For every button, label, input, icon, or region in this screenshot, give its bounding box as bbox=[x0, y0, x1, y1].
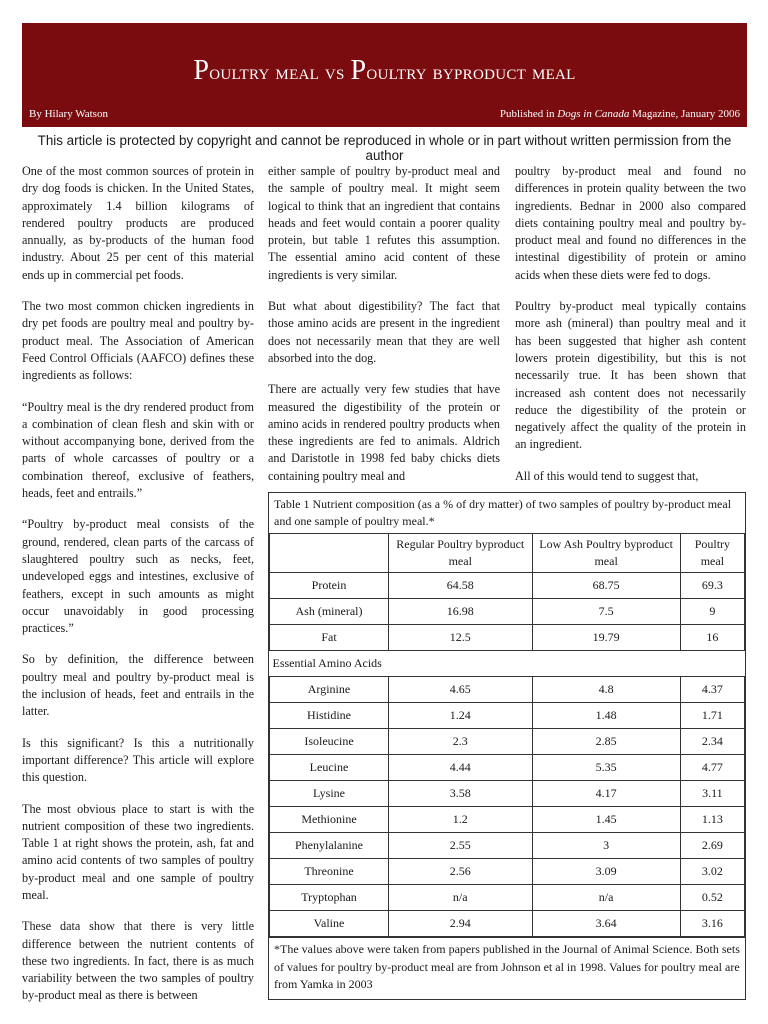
table-cell: 1.13 bbox=[680, 807, 744, 833]
table-row bbox=[270, 703, 745, 729]
table-cell: 3.02 bbox=[680, 859, 744, 885]
table-row bbox=[270, 573, 745, 599]
header-blank-cell bbox=[270, 534, 389, 573]
section-row bbox=[270, 651, 745, 677]
table-cell: n/a bbox=[389, 885, 533, 911]
paragraph: either sample of poultry by-product meal and the sample of poultry meal. It might seem logical to think that an ingredient that contains heads and feet would contain a poorer quality protein, but table 1 refutes this assumption. The essential amino acid content of these ingredients is very similar. bbox=[268, 164, 500, 282]
row-label: Fat bbox=[270, 625, 389, 651]
header-cell: Low Ash Poultry byproduct meal bbox=[532, 534, 680, 573]
table-cell: 1.71 bbox=[680, 703, 744, 729]
table-footnote: *The values above were taken from papers published in the Journal of Animal Science. Both sets of values for poultry by-product meal are from Johnson et al in 1998. Values for poultry meal are from Yamka in 2003 bbox=[269, 937, 745, 997]
table-cell: 2.94 bbox=[389, 911, 533, 937]
table-cell: 5.35 bbox=[532, 755, 680, 781]
table-cell: 1.2 bbox=[389, 807, 533, 833]
paragraph: These data show that there is very little difference between the nutrient contents of these two ingredients. In fact, there is as much variability between the two samples of poultry by-product meal as there is between bbox=[22, 919, 254, 1003]
title-part-1: oultry meal vs bbox=[209, 59, 351, 84]
section-label: Essential Amino Acids bbox=[270, 651, 745, 677]
table-cell: 4.8 bbox=[532, 677, 680, 703]
table-cell: 3 bbox=[532, 833, 680, 859]
table-cell: 3.16 bbox=[680, 911, 744, 937]
table-cell: 4.65 bbox=[389, 677, 533, 703]
row-label: Tryptophan bbox=[270, 885, 389, 911]
table-cell: 2.34 bbox=[680, 729, 744, 755]
table-cell: 3.58 bbox=[389, 781, 533, 807]
row-label: Protein bbox=[270, 573, 389, 599]
paragraph: All of this would tend to suggest that, bbox=[515, 468, 699, 483]
table-cell: 19.79 bbox=[532, 625, 680, 651]
title-initial-2: P bbox=[350, 55, 367, 86]
row-label: Valine bbox=[270, 911, 389, 937]
table-cell: 4.77 bbox=[680, 755, 744, 781]
table-cell: 3.09 bbox=[532, 859, 680, 885]
table-row bbox=[270, 625, 745, 651]
row-label: Arginine bbox=[270, 677, 389, 703]
paragraph: Poultry by-product meal typically contains more ash (mineral) than poultry meal and it has been suggested that higher ash content lowers protein digestibility, but this is not necessarily true. It has been shown that increased ash content does not necessarily reduce the digestibility of the protein or negatively affect the quality of the protein in an ingredient. bbox=[515, 299, 746, 452]
table-cell: 3.64 bbox=[532, 911, 680, 937]
header-cell: Poultry meal bbox=[680, 534, 744, 573]
paragraph: “Poultry by-product meal consists of the ground, rendered, clean parts of the carcass of slaughtered poultry such as necks, feet, undeveloped eggs and intestines, exclusive of feathers, except in such amounts as might occur unavoidably in good processing practices.” bbox=[22, 517, 254, 636]
table-row bbox=[270, 677, 745, 703]
table-cell: 69.3 bbox=[680, 573, 744, 599]
header-cell: Regular Poultry byproduct meal bbox=[389, 534, 533, 573]
table-row bbox=[270, 781, 745, 807]
column-3 bbox=[515, 163, 746, 499]
table-header-row bbox=[270, 534, 745, 573]
table-cell: 0.52 bbox=[680, 885, 744, 911]
table-cell: 3.11 bbox=[680, 781, 744, 807]
table-row bbox=[270, 807, 745, 833]
article-title bbox=[22, 55, 747, 87]
table-row bbox=[270, 833, 745, 859]
paragraph: The most obvious place to start is with the nutrient composition of these two ingredients. Table 1 at right shows the protein, ash, fat and amino acid contents of two samples of poultry by-product meal and one sample of poultry meal. bbox=[22, 801, 254, 902]
title-banner bbox=[22, 23, 747, 127]
table-cell: 64.58 bbox=[389, 573, 533, 599]
paragraph: One of the most common sources of protein in dry dog foods is chicken. In the United States, approximately 1.4 billion kilograms of rendered poultry products are produced annually, as by-products of the human food industry. About 25 per cent of this material ends up in commercial pet foods. bbox=[22, 164, 254, 282]
row-label: Threonine bbox=[270, 859, 389, 885]
paragraph: “Poultry meal is the dry rendered product from a combination of clean flesh and skin with or without accompanying bone, derived from the parts of whole carcasses of poultry or a combination thereof, exclusive of feathers, heads, feet and entrails.” bbox=[22, 399, 254, 501]
title-initial-1: P bbox=[193, 55, 210, 86]
paragraph: poultry by-product meal and found no differences in protein quality between the two ingredients. Bednar in 2000 also compared diets containing poultry meal and poultry by-product meal and found no differences in the intestinal digestibility of protein or amino acids when these diets were fed to dogs. bbox=[515, 164, 746, 282]
published-date: Magazine, January 2006 bbox=[629, 108, 740, 120]
table-row bbox=[270, 885, 745, 911]
table-cell: 12.5 bbox=[389, 625, 533, 651]
table-cell: 16 bbox=[680, 625, 744, 651]
table-cell: 2.69 bbox=[680, 833, 744, 859]
table-cell: 2.55 bbox=[389, 833, 533, 859]
row-label: Methionine bbox=[270, 807, 389, 833]
row-label: Histidine bbox=[270, 703, 389, 729]
nutrient-table-box bbox=[268, 492, 746, 1000]
table-cell: 1.24 bbox=[389, 703, 533, 729]
table-row bbox=[270, 599, 745, 625]
table-cell: 7.5 bbox=[532, 599, 680, 625]
row-label: Isoleucine bbox=[270, 729, 389, 755]
table-row bbox=[270, 859, 745, 885]
table-cell: 68.75 bbox=[532, 573, 680, 599]
paragraph: But what about digestibility? The fact that those amino acids are present in the ingredient does not necessarily mean that they are well absorbed into the dog. bbox=[268, 299, 500, 365]
paragraph: There are actually very few studies that have measured the digestibility of the protein or amino acids in rendered poultry products when these ingredients are fed to animals. Aldrich and Daristotle in 1998 fed baby chicks diets containing poultry meal and bbox=[268, 382, 500, 483]
table-cell: n/a bbox=[532, 885, 680, 911]
column-2 bbox=[268, 163, 500, 499]
publication-info bbox=[500, 108, 740, 120]
table-cell: 2.3 bbox=[389, 729, 533, 755]
magazine-name: Dogs in Canada bbox=[557, 108, 630, 120]
table-cell: 1.48 bbox=[532, 703, 680, 729]
table-caption: Table 1 Nutrient composition (as a % of dry matter) of two samples of poultry by-product meal and one sample of poultry meal.* bbox=[274, 497, 732, 528]
table-cell: 16.98 bbox=[389, 599, 533, 625]
table-row bbox=[270, 755, 745, 781]
table-cell: 1.45 bbox=[532, 807, 680, 833]
row-label: Ash (mineral) bbox=[270, 599, 389, 625]
nutrient-table bbox=[269, 533, 745, 937]
table-cell: 2.85 bbox=[532, 729, 680, 755]
table-cell: 9 bbox=[680, 599, 744, 625]
table-row bbox=[270, 911, 745, 937]
byline: By Hilary Watson bbox=[29, 108, 108, 120]
table-row bbox=[270, 729, 745, 755]
published-prefix: Published in bbox=[499, 108, 558, 120]
table-cell: 2.56 bbox=[389, 859, 533, 885]
table-cell: 4.44 bbox=[389, 755, 533, 781]
table-cell: 4.37 bbox=[680, 677, 744, 703]
copyright-notice: This article is protected by copyright and cannot be reproduced in whole or in part without written permission from the author bbox=[37, 133, 732, 163]
row-label: Lysine bbox=[270, 781, 389, 807]
column-1 bbox=[22, 163, 254, 1019]
paragraph: So by definition, the difference between poultry meal and poultry by-product meal is the inclusion of heads, feet and entrails in the latter. bbox=[22, 652, 254, 719]
paragraph: Is this significant? Is this a nutritionally important difference? This article will explore this question. bbox=[22, 735, 254, 785]
table-cell: 4.17 bbox=[532, 781, 680, 807]
row-label: Leucine bbox=[270, 755, 389, 781]
title-part-2: oultry byproduct meal bbox=[366, 59, 576, 84]
paragraph: The two most common chicken ingredients in dry pet foods are poultry meal and poultry by-product meal. The Association of American Feed Control Officials (AAFCO) defines these ingredients as follows: bbox=[22, 299, 254, 383]
row-label: Phenylalanine bbox=[270, 833, 389, 859]
